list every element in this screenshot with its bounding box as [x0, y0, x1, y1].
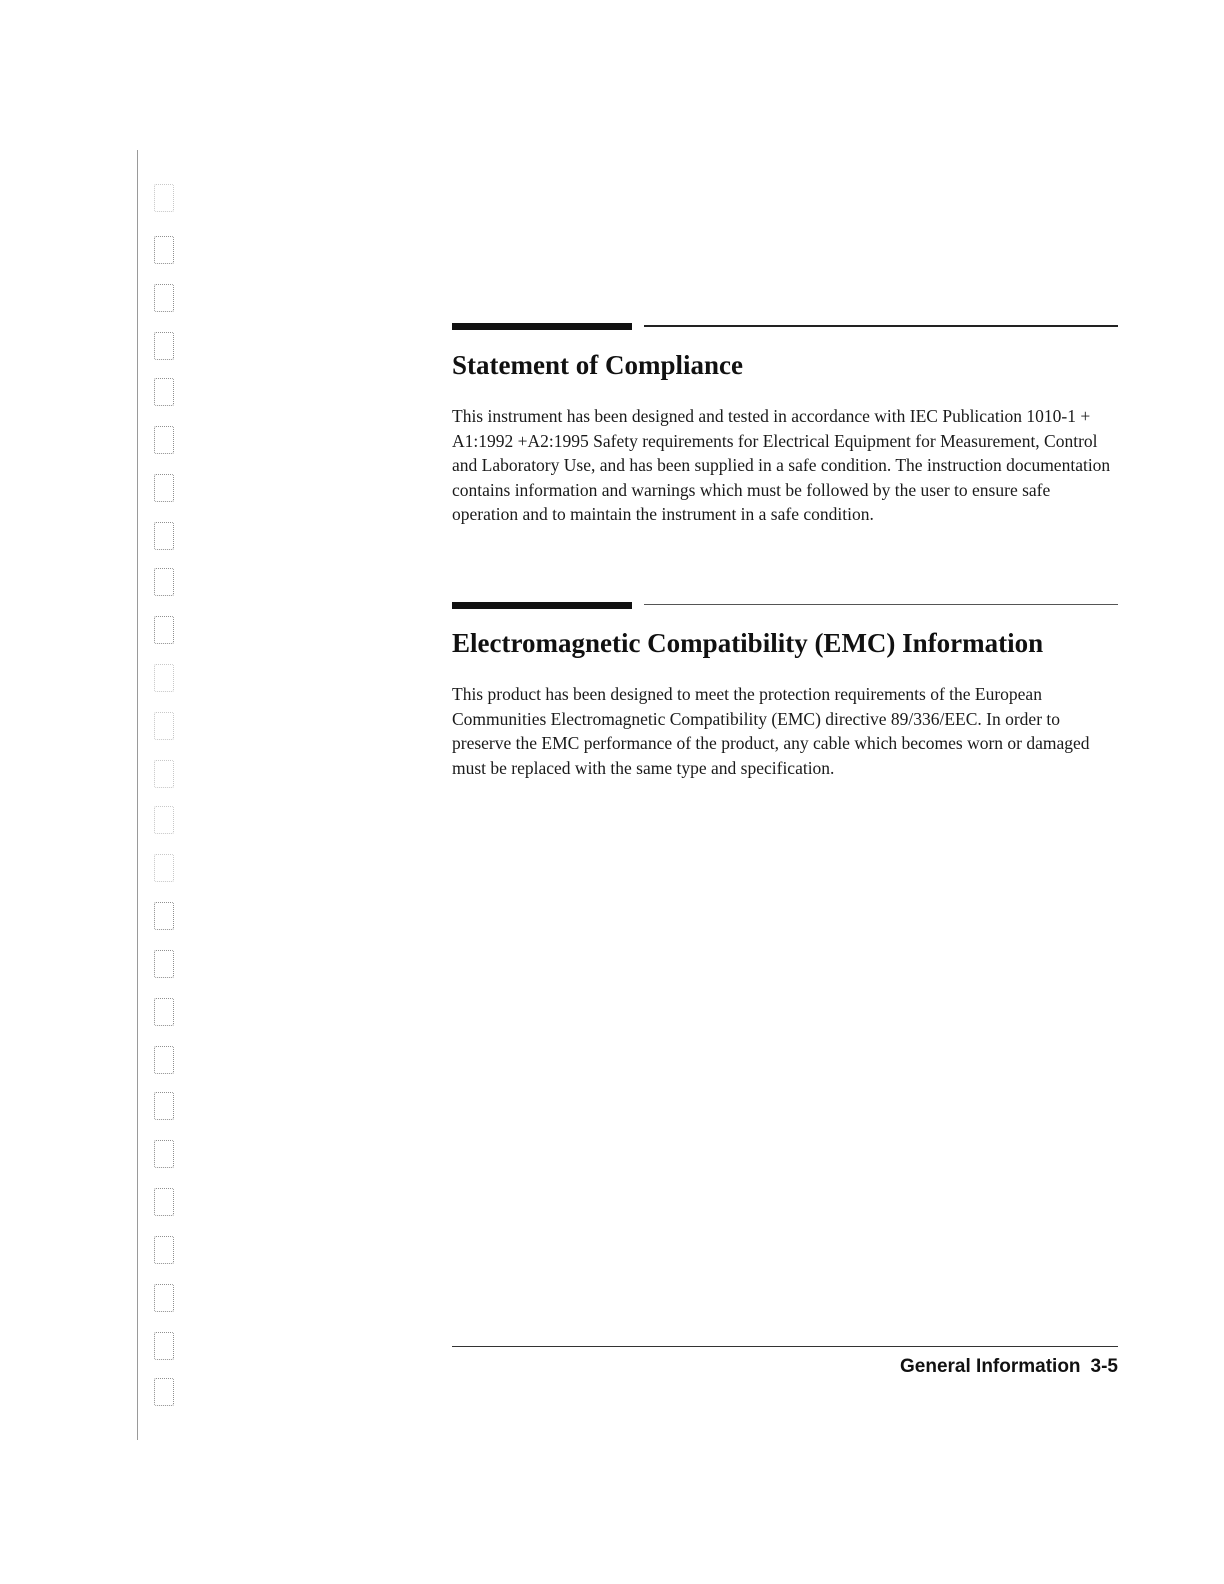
- heading-statement-of-compliance: Statement of Compliance: [452, 350, 743, 380]
- footer-rule: [452, 1346, 1118, 1347]
- binder-hole: [154, 1092, 174, 1120]
- binder-hole: [154, 1378, 174, 1406]
- binder-hole: [154, 1332, 174, 1360]
- binder-hole: [154, 664, 174, 692]
- binder-hole: [154, 522, 174, 550]
- section-rule-bar: [452, 323, 632, 330]
- binder-hole: [154, 284, 174, 312]
- binder-hole: [154, 616, 174, 644]
- section-rule-bar: [452, 602, 632, 609]
- binder-hole: [154, 332, 174, 360]
- binder-edge-line: [137, 150, 138, 1440]
- binder-hole: [154, 998, 174, 1026]
- heading-emc-information: Electromagnetic Compatibility (EMC) Information: [452, 628, 1044, 658]
- binder-hole: [154, 806, 174, 834]
- binder-hole: [154, 426, 174, 454]
- binder-hole: [154, 712, 174, 740]
- paragraph-statement-of-compliance: This instrument has been designed and tested in accordance with IEC Publication 1010-1 + A1:1992 +A2:1995 Safety requirements for Electrical Equipment for Measurement, Control and Laboratory Use, and has been supplied in a safe condition. The instruction documentation contains information and warnings which must be followed by the user to ensure safe operation and to maintain the instrument in a safe condition.: [452, 406, 1111, 524]
- section-rule-line: [644, 325, 1118, 327]
- page-footer: [900, 1356, 1118, 1378]
- binder-hole: [154, 1046, 174, 1074]
- section-rule-line: [644, 604, 1118, 605]
- binder-hole: [154, 568, 174, 596]
- binder-hole: [154, 184, 174, 212]
- footer-section-title: General Information: [900, 1356, 1081, 1377]
- binder-hole: [154, 760, 174, 788]
- binder-hole: [154, 1284, 174, 1312]
- binder-hole: [154, 1236, 174, 1264]
- binder-hole: [154, 236, 174, 264]
- binder-hole: [154, 902, 174, 930]
- binder-hole: [154, 854, 174, 882]
- binder-hole: [154, 474, 174, 502]
- section-rule-compliance: [452, 323, 1118, 331]
- binder-hole: [154, 378, 174, 406]
- binder-hole: [154, 950, 174, 978]
- binder-hole: [154, 1188, 174, 1216]
- binder-hole: [154, 1140, 174, 1168]
- binder-holes: [150, 180, 180, 1420]
- paragraph-emc-information: This product has been designed to meet the protection requirements of the European Communities Electromagnetic Compatibility (EMC) directive 89/336/EEC. In order to preserve the EMC performance of the product, any cable which becomes worn or damaged must be replaced with the same type and specification.: [452, 684, 1090, 778]
- page-number: 3-5: [1090, 1356, 1118, 1377]
- section-rule-emc: [452, 602, 1118, 610]
